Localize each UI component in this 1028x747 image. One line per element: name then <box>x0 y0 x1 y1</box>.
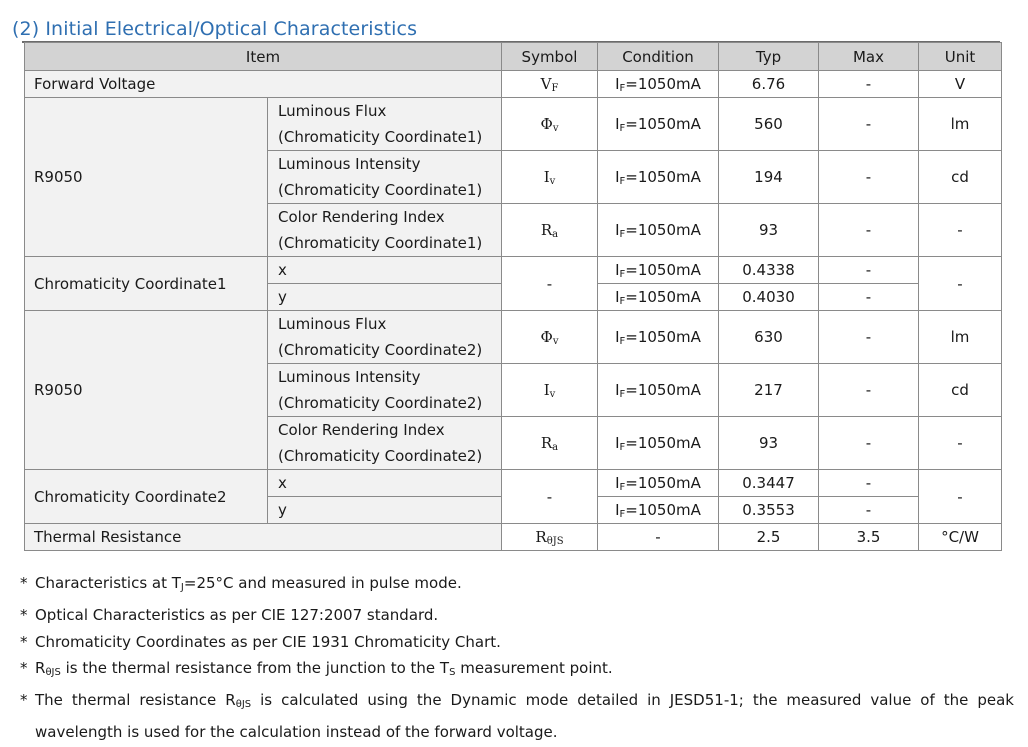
condition-cell: $I_F=1050mA$ <box>598 311 719 364</box>
table-row <box>25 98 1002 151</box>
unit-cell: - <box>919 417 1002 470</box>
unit-cell: cd <box>919 364 1002 417</box>
symbol-r-theta-js: $R_{\theta JS}$ <box>502 524 598 551</box>
footnote-5: * The thermal resistance $R_{\theta JS}$ is calculated using the Dynamic mode detailed in JESD51-1; the measured value of the peak wavelength is used for the calculation instead of the forward voltage. <box>20 687 1014 746</box>
subitem-flux-2: Luminous Flux (Chromaticity Coordinate2) <box>268 311 502 364</box>
asterisk: * <box>20 574 28 592</box>
symbol-ra: $R_a$ <box>502 204 598 257</box>
asterisk: * <box>20 659 28 678</box>
item-r9050-2: R9050 <box>25 311 268 470</box>
unit-cell: lm <box>919 311 1002 364</box>
max-cell: - <box>819 151 919 204</box>
subitem-x-2: x <box>268 470 502 497</box>
unit-cell: - <box>919 204 1002 257</box>
max-cell: - <box>819 364 919 417</box>
footnote-4: * $R_{\theta JS}$ is the thermal resistance from the junction to the $T_S$ measurement point. <box>20 655 1014 687</box>
typ-cell: 194 <box>719 151 819 204</box>
section-title: (2) Initial Electrical/Optical Characteristics <box>12 18 418 40</box>
max-cell: - <box>819 257 919 284</box>
subitem-y-2: y <box>268 497 502 524</box>
asterisk: * <box>20 691 28 710</box>
header-unit: Unit <box>919 43 1002 71</box>
typ-cell: 630 <box>719 311 819 364</box>
item-chromaticity-2: Chromaticity Coordinate2 <box>25 470 268 524</box>
condition-cell: - <box>598 524 719 551</box>
unit-cell: - <box>919 257 1002 311</box>
header-item: Item <box>25 43 502 71</box>
symbol-iv: $I_v$ <box>502 151 598 204</box>
subitem-intensity-2: Luminous Intensity (Chromaticity Coordinate2) <box>268 364 502 417</box>
typ-cell: 217 <box>719 364 819 417</box>
subitem-intensity-1: Luminous Intensity (Chromaticity Coordinate1) <box>268 151 502 204</box>
typ-cell: 560 <box>719 98 819 151</box>
condition-cell: $I_F=1050mA$ <box>598 284 719 311</box>
typ-cell: 93 <box>719 204 819 257</box>
unit-cell: - <box>919 470 1002 524</box>
max-cell: - <box>819 98 919 151</box>
item-r9050-1: R9050 <box>25 98 268 257</box>
max-cell: - <box>819 311 919 364</box>
typ-cell: 0.4030 <box>719 284 819 311</box>
characteristics-table <box>24 42 1002 551</box>
table-row <box>25 71 1002 98</box>
condition-cell: $I_F=1050mA$ <box>598 71 719 98</box>
subitem-cri-2: Color Rendering Index (Chromaticity Coordinate2) <box>268 417 502 470</box>
symbol-cell: - <box>502 470 598 524</box>
condition-cell: $I_F=1050mA$ <box>598 497 719 524</box>
max-cell: - <box>819 497 919 524</box>
header-max: Max <box>819 43 919 71</box>
asterisk: * <box>20 632 28 651</box>
max-cell: - <box>819 284 919 311</box>
header-condition: Condition <box>598 43 719 71</box>
condition-cell: $I_F=1050mA$ <box>598 470 719 497</box>
header-typ: Typ <box>719 43 819 71</box>
table-header-row <box>25 43 1002 71</box>
table-row <box>25 470 1002 497</box>
typ-cell: 93 <box>719 417 819 470</box>
unit-cell: cd <box>919 151 1002 204</box>
asterisk: * <box>20 605 28 624</box>
condition-cell: $I_F=1050mA$ <box>598 257 719 284</box>
footnotes <box>20 570 1014 746</box>
table-row <box>25 257 1002 284</box>
footnote-1: * Characteristics at $T_J=25^\circ C$ and measured in pulse mode. <box>20 570 1014 602</box>
condition-cell: $I_F=1050mA$ <box>598 151 719 204</box>
typ-cell: 0.4338 <box>719 257 819 284</box>
table-row <box>25 524 1002 551</box>
symbol-vf: $V_F$ <box>502 71 598 98</box>
condition-cell: $I_F=1050mA$ <box>598 98 719 151</box>
symbol-phi-v: $\Phi_v$ <box>502 98 598 151</box>
item-thermal-resistance: Thermal Resistance <box>25 524 502 551</box>
subitem-y-1: y <box>268 284 502 311</box>
symbol-phi-v: $\Phi_v$ <box>502 311 598 364</box>
max-cell: - <box>819 417 919 470</box>
footnote-3: * Chromaticity Coordinates as per CIE 1931 Chromaticity Chart. <box>20 629 1014 656</box>
item-forward-voltage: Forward Voltage <box>25 71 502 98</box>
max-cell: - <box>819 470 919 497</box>
symbol-ra: $R_a$ <box>502 417 598 470</box>
condition-cell: $I_F=1050mA$ <box>598 417 719 470</box>
subitem-cri-1: Color Rendering Index (Chromaticity Coordinate1) <box>268 204 502 257</box>
unit-cell: V <box>919 71 1002 98</box>
condition-cell: $I_F=1050mA$ <box>598 204 719 257</box>
item-chromaticity-1: Chromaticity Coordinate1 <box>25 257 268 311</box>
typ-cell: 0.3553 <box>719 497 819 524</box>
unit-cell: °C/W <box>919 524 1002 551</box>
max-cell: 3.5 <box>819 524 919 551</box>
subitem-flux-1: Luminous Flux (Chromaticity Coordinate1) <box>268 98 502 151</box>
typ-cell: 2.5 <box>719 524 819 551</box>
max-cell: - <box>819 204 919 257</box>
table-row <box>25 311 1002 364</box>
max-cell: - <box>819 71 919 98</box>
header-symbol: Symbol <box>502 43 598 71</box>
typ-cell: 6.76 <box>719 71 819 98</box>
typ-cell: 0.3447 <box>719 470 819 497</box>
footnote-2: * Optical Characteristics as per CIE 127:2007 standard. <box>20 602 1014 629</box>
subitem-x-1: x <box>268 257 502 284</box>
condition-cell: $I_F=1050mA$ <box>598 364 719 417</box>
symbol-cell: - <box>502 257 598 311</box>
symbol-iv: $I_v$ <box>502 364 598 417</box>
unit-cell: lm <box>919 98 1002 151</box>
